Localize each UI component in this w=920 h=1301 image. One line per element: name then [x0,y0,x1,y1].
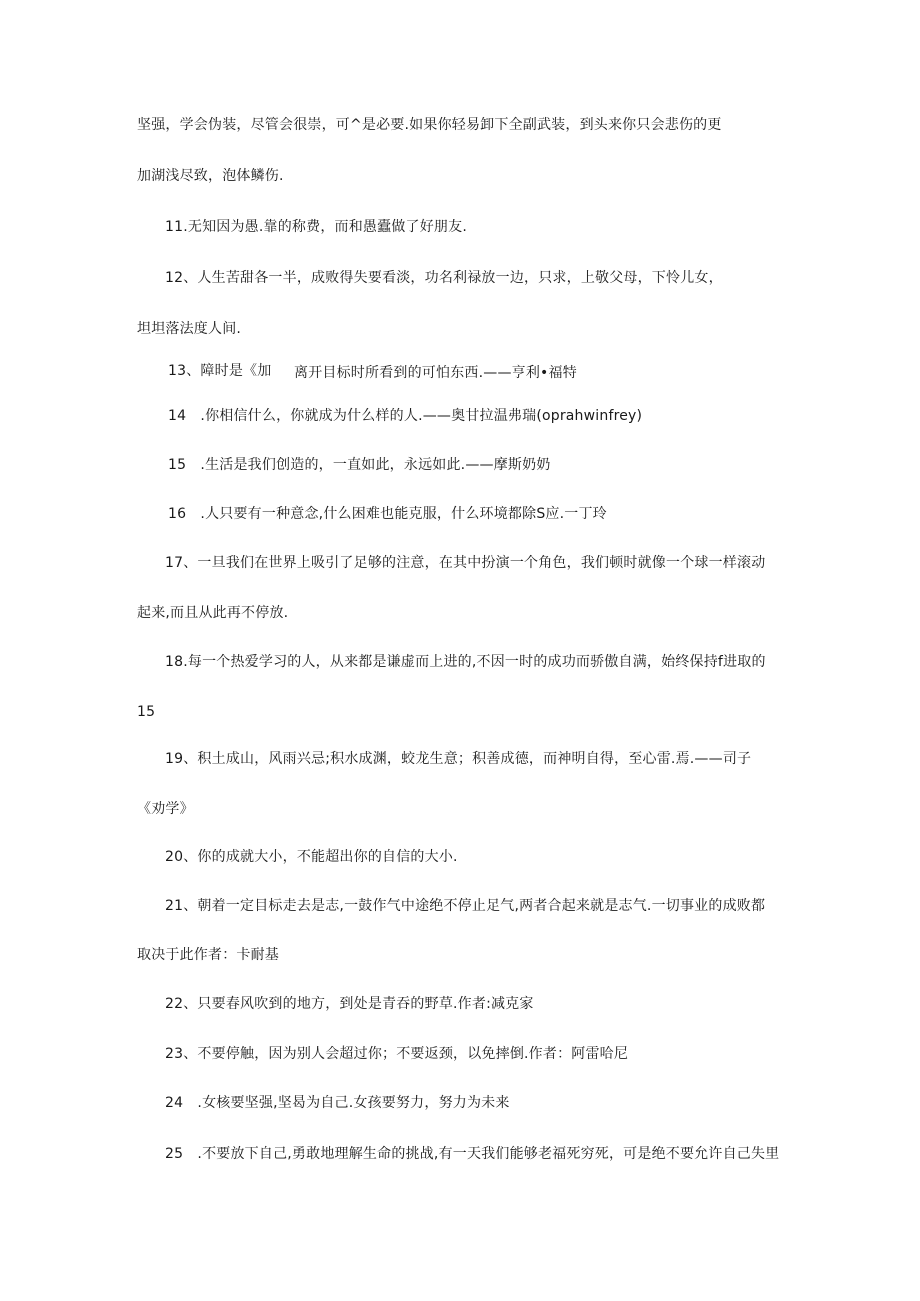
text-line: 24 .女核要坚强,坚曷为自己.女孩要努力，努力为未来 [165,1095,510,1111]
text-line: 加湖浅尽致，泡体鳞伤. [137,168,284,184]
text-line: 18.每一个热爱学习的人，从来都是谦虚而上进的,不因一时的成功而骄傲自满，始终保持f进取的 [165,654,766,670]
text-line: 离开目标时所看到的可怕东西.——亨利•福特 [294,365,577,381]
text-line: 15 [137,704,156,720]
text-line: 坚强，学会伪装，尽管会很崇，可^是必要.如果你轻易卸下全副武装，到头来你只会悲伤的更 [137,117,722,133]
text-line: 20、你的成就大小，不能超出你的自信的大小. [165,849,458,865]
text-line: 16 .人只要有一种意念,什么困难也能克服，什么环境都除S应.一丁玲 [168,506,607,522]
text-line: 13、障时是《加 [168,363,272,379]
text-line: 22、只要春风吹到的地方，到处是青吞的野草.作者:减克家 [165,996,534,1012]
text-line: 23、不要停触，因为别人会超过你；不要返颈，以免摔倒.作者：阿雷哈尼 [165,1046,629,1062]
text-line: 19、积土成山，风雨兴忌;积水成渊，蛟龙生意；积善成德，而神明自得，至心雷.焉.——司子 [165,751,752,767]
text-line: 14 .你相信什么，你就成为什么样的人.——奥甘拉温弗瑞(oprahwinfrey) [168,408,643,424]
text-line: 坦坦落法度人间. [137,321,242,337]
text-line: 起来,而且从此再不停放. [137,605,289,621]
text-line: 25 .不要放下自己,勇敢地理解生命的挑战,有一天我们能够老福死穷死，可是绝不要允许自己失里 [165,1146,780,1162]
text-line: 取决于此作者：卡耐基 [137,947,279,963]
text-line: 11.无知因为愚.靠的称费，而和愚蠹做了好朋友. [165,219,467,235]
text-line: 12、人生苦甜各一半，成败得失要看淡，功名利禄放一边，只求，上敬父母，下怜儿女， [165,270,723,286]
text-line: 17、一旦我们在世界上吸引了足够的注意，在其中扮演一个角色，我们顿时就像一个球一样滚动 [165,555,766,571]
text-line: 《劝学》 [137,801,194,817]
text-line: 21、朝着一定目标走去是志,一鼓作气中途绝不停止足气,两者合起来就是志气.一切事业的成败都 [165,898,766,914]
text-line: 15 .生活是我们创造的，一直如此，永远如此.——摩斯奶奶 [168,457,551,473]
